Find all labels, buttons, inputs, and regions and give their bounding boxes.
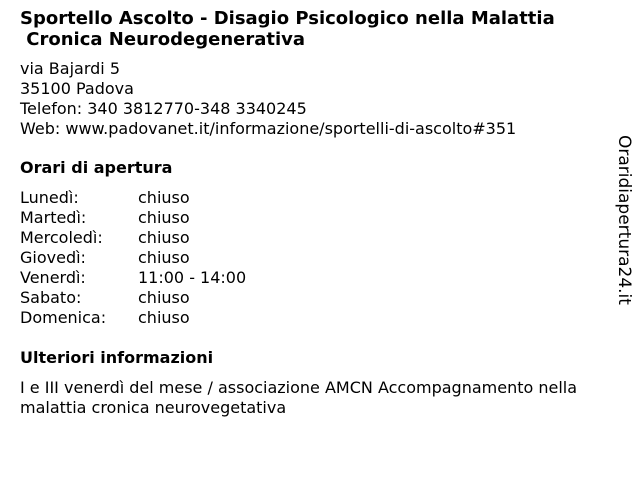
business-card bbox=[20, 8, 620, 418]
day-label: Domenica: bbox=[20, 308, 107, 327]
hours-row-saturday bbox=[20, 288, 246, 308]
day-hours: chiuso bbox=[138, 248, 190, 267]
day-hours: chiuso bbox=[138, 288, 190, 307]
day-label: Venerdì: bbox=[20, 268, 86, 287]
day-hours: chiuso bbox=[138, 208, 190, 227]
phone-numbers: Telefon: 340 3812770-348 3340245 bbox=[20, 99, 307, 118]
site-watermark: Oraridiapertura24.it bbox=[614, 135, 634, 305]
hours-row-thursday bbox=[20, 248, 246, 268]
additional-info-heading: Ulteriori informazioni bbox=[20, 348, 214, 367]
page-title: Sportello Ascolto - Disagio Psicologico nella Malattia Cronica Neurodegenerativa bbox=[20, 8, 555, 50]
day-hours: 11:00 - 14:00 bbox=[138, 268, 247, 287]
day-hours: chiuso bbox=[138, 188, 190, 207]
day-hours: chiuso bbox=[138, 308, 190, 327]
additional-info-text: I e III venerdì del mese / associazione AMCN Accompagnamento nella malattia cronica neurovegetativa bbox=[20, 378, 578, 417]
opening-hours-heading: Orari di apertura bbox=[20, 158, 173, 177]
day-label: Giovedì: bbox=[20, 248, 86, 267]
hours-row-wednesday bbox=[20, 228, 246, 248]
day-label: Mercoledì: bbox=[20, 228, 103, 247]
opening-hours-table bbox=[20, 188, 246, 328]
hours-row-friday bbox=[20, 268, 246, 288]
website-link[interactable]: Web: www.padovanet.it/informazione/sportelli-di-ascolto#351 bbox=[20, 119, 517, 138]
street-address: via Bajardi 5 bbox=[20, 59, 120, 78]
day-hours: chiuso bbox=[138, 228, 190, 247]
hours-row-monday bbox=[20, 188, 246, 208]
city-postal-code: 35100 Padova bbox=[20, 79, 134, 98]
hours-row-sunday bbox=[20, 308, 246, 328]
address-block bbox=[20, 59, 620, 139]
day-label: Lunedì: bbox=[20, 188, 79, 207]
day-label: Martedì: bbox=[20, 208, 87, 227]
hours-row-tuesday bbox=[20, 208, 246, 228]
day-label: Sabato: bbox=[20, 288, 82, 307]
